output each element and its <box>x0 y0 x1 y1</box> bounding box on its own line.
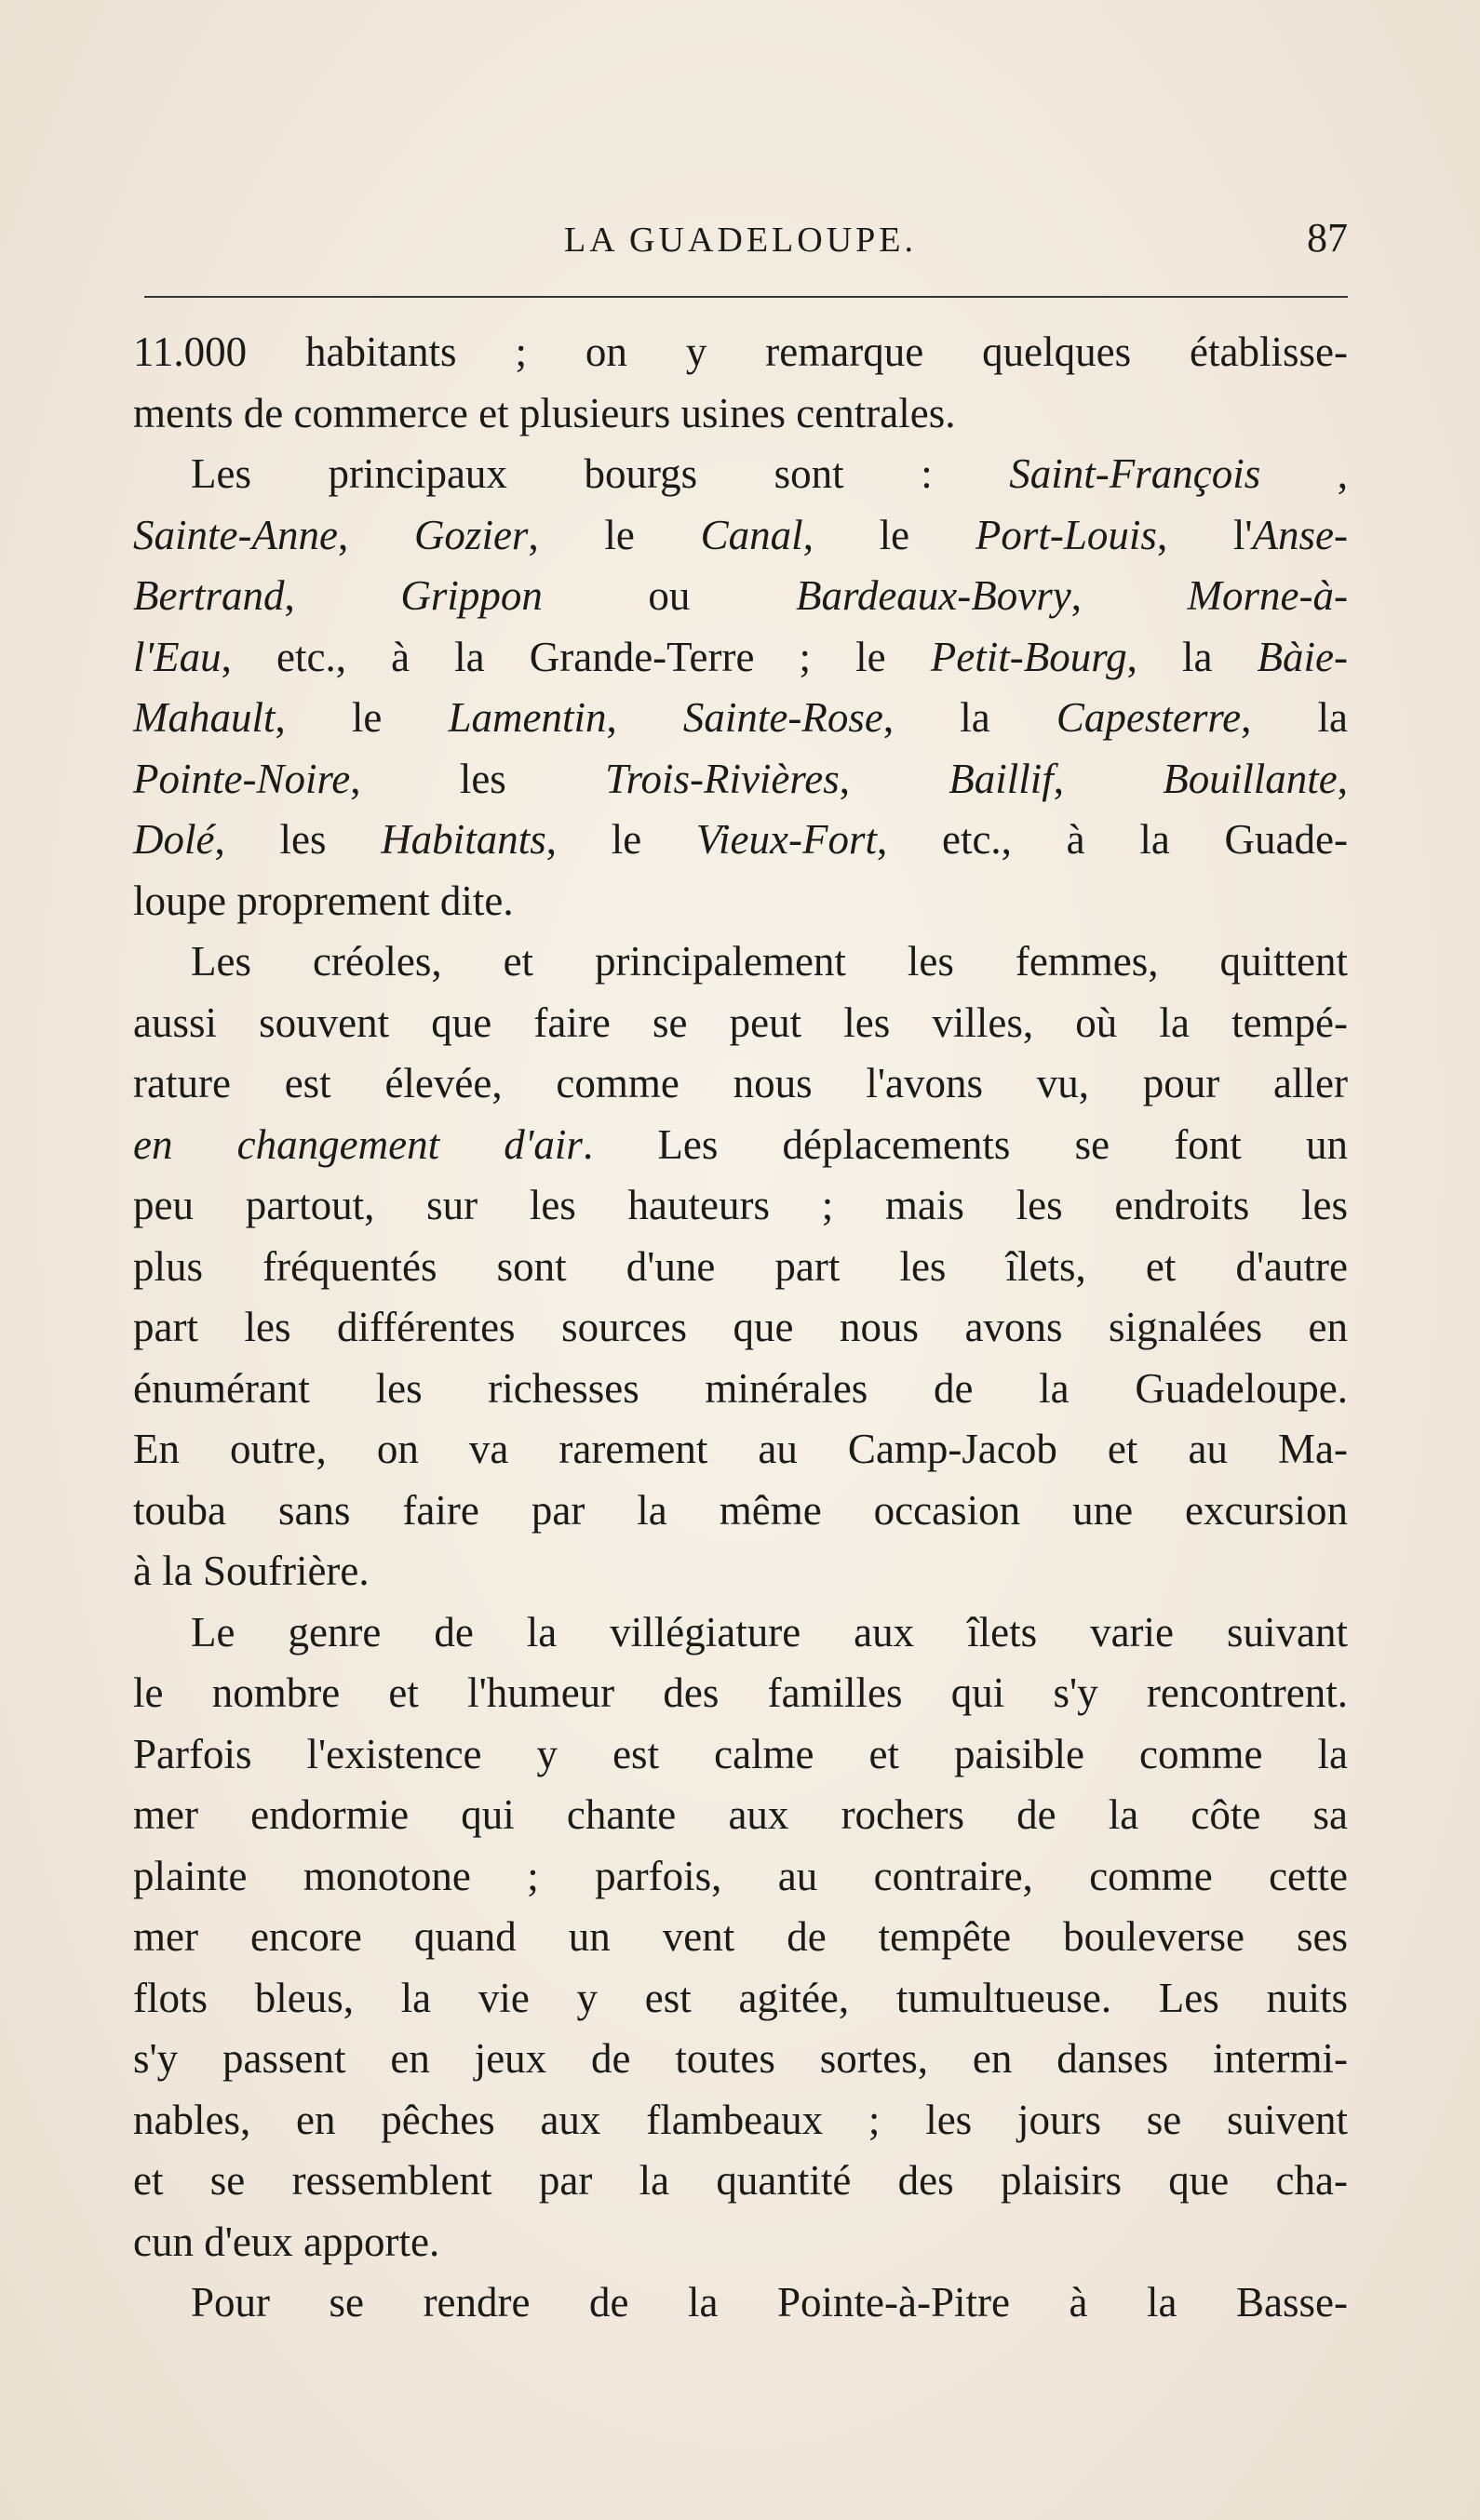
text-run: , <box>606 694 683 741</box>
text-run: touba sans faire par la même occasion une excursion <box>133 1486 1348 1534</box>
italic-text: Petit-Bourg <box>930 633 1127 680</box>
text-line <box>133 444 1348 505</box>
text-line <box>133 1663 1348 1724</box>
italic-text: en changement d'air <box>133 1120 583 1168</box>
italic-text: Habitants <box>381 816 546 863</box>
italic-text: Bardeaux-Bovry <box>796 572 1071 619</box>
text-run: Les créoles, et principalement les femmes, quittent <box>191 938 1348 985</box>
text-run: 11.000 habitants ; on y remarque quelques établisse- <box>133 328 1348 375</box>
text-run: , <box>337 511 414 558</box>
text-line <box>133 871 1348 932</box>
text-run: , <box>1053 755 1164 802</box>
text-run: mer endormie qui chante aux rochers de la côte sa <box>133 1791 1348 1838</box>
italic-text: Canal <box>700 511 803 558</box>
text-run: s'y passent en jeux de toutes sortes, en danses intermi- <box>133 2035 1348 2082</box>
text-run: , le <box>545 816 696 863</box>
italic-text: Lamentin <box>448 694 607 741</box>
text-line <box>133 566 1348 627</box>
italic-text: Anse- <box>1252 511 1349 558</box>
text-line <box>133 1175 1348 1237</box>
text-run: Parfois l'existence y est calme et paisible comme la <box>133 1730 1348 1777</box>
italic-text: Mahault <box>133 694 276 741</box>
text-line <box>133 1907 1348 1968</box>
text-run: mer encore quand un vent de tempête bouleverse ses <box>133 1913 1348 1960</box>
text-line <box>133 1846 1348 1908</box>
italic-text: Baillif <box>949 755 1054 802</box>
text-line <box>133 2151 1348 2212</box>
text-line <box>133 1481 1348 1542</box>
text-line <box>133 2272 1348 2334</box>
text-run: , <box>1337 755 1348 802</box>
text-line <box>133 1602 1348 1664</box>
italic-text: Port-Louis <box>975 511 1157 558</box>
text-line <box>133 322 1348 383</box>
text-run: Le genre de la villégiature aux îlets varie suivant <box>191 1608 1348 1655</box>
italic-text: Bàie- <box>1257 633 1348 680</box>
italic-text: Bertrand <box>133 572 285 619</box>
page-header <box>133 207 1348 262</box>
italic-text: Vieux-Fort <box>695 816 877 863</box>
italic-text: Capesterre <box>1056 694 1242 741</box>
text-line <box>133 1419 1348 1481</box>
text-line <box>133 1359 1348 1420</box>
text-line <box>133 627 1348 689</box>
text-run: ments de commerce et plusieurs usines centrales. <box>133 389 956 436</box>
text-line <box>133 1541 1348 1602</box>
text-run: Pour se rendre de la Pointe-à-Pitre à la Basse- <box>191 2279 1348 2326</box>
italic-text: Sainte-Rose <box>682 694 883 741</box>
header-rule <box>144 296 1348 298</box>
text-run: . Les déplacements se font un <box>582 1120 1349 1168</box>
text-line <box>133 2212 1348 2273</box>
text-line <box>133 2090 1348 2151</box>
text-run: , les <box>214 816 382 863</box>
text-line <box>133 2029 1348 2090</box>
text-run: , <box>839 755 949 802</box>
text-line <box>133 1053 1348 1115</box>
text-line <box>133 688 1348 749</box>
page-number: 87 <box>1307 215 1348 261</box>
text-run: , la <box>1241 694 1349 741</box>
text-run: , les <box>350 755 606 802</box>
text-run: loupe proprement dite. <box>133 877 514 924</box>
text-line <box>133 1968 1348 2030</box>
text-line <box>133 1724 1348 1786</box>
italic-text: Pointe-Noire <box>133 755 351 802</box>
text-run: , <box>1070 572 1188 619</box>
text-run: , etc., à la Guade- <box>877 816 1348 863</box>
italic-text: Bouillante <box>1163 755 1338 802</box>
text-line <box>133 993 1348 1054</box>
text-run: ou <box>542 572 796 619</box>
text-run: En outre, on va rarement au Camp-Jacob et au Ma- <box>133 1426 1348 1472</box>
italic-text: Gozier <box>413 511 529 558</box>
text-line <box>133 1785 1348 1846</box>
italic-text: Grippon <box>400 572 543 619</box>
text-run: Les principaux bourgs sont : <box>191 450 1010 497</box>
italic-text: Dolé <box>133 816 215 863</box>
text-run: aussi souvent que faire se peut les villes, où la tempé- <box>133 999 1348 1046</box>
text-run: et se ressemblent par la quantité des plaisirs que cha- <box>133 2157 1348 2204</box>
text-run: , <box>284 572 401 619</box>
text-run: , le <box>802 511 975 558</box>
text-line <box>133 1297 1348 1359</box>
text-run: , le <box>528 511 701 558</box>
text-run: cun d'eux apporte. <box>133 2218 440 2265</box>
italic-text: Trois-Rivières <box>605 755 840 802</box>
italic-text: Saint-François <box>1009 450 1261 497</box>
text-run: flots bleus, la vie y est agitée, tumultueuse. Les nuits <box>133 1974 1348 2021</box>
text-run: énumérant les richesses minérales de la Guadeloupe. <box>133 1364 1348 1412</box>
text-run: , la <box>882 694 1056 741</box>
text-run: le nombre et l'humeur des familles qui s'y rencontrent. <box>133 1669 1348 1716</box>
text-run: , l' <box>1156 511 1253 558</box>
text-line <box>133 1237 1348 1298</box>
text-run: , le <box>275 694 449 741</box>
text-run: plus fréquentés sont d'une part les îlets, et d'autre <box>133 1242 1348 1290</box>
text-run: , etc., à la Grande-Terre ; le <box>221 633 931 680</box>
text-run: nables, en pêches aux flambeaux ; les jours se suivent <box>133 2096 1348 2143</box>
text-line <box>133 1115 1348 1176</box>
text-run: , la <box>1126 633 1258 680</box>
text-run: part les différentes sources que nous avons signalées en <box>133 1304 1348 1350</box>
italic-text: Sainte-Anne <box>133 511 338 558</box>
italic-text: l'Eau <box>133 633 222 680</box>
text-line <box>133 810 1348 871</box>
body-text <box>133 322 1348 2334</box>
text-run: , <box>1260 450 1348 497</box>
text-run: à la Soufrière. <box>133 1548 370 1594</box>
text-run: plainte monotone ; parfois, au contraire, comme cette <box>133 1852 1348 1899</box>
text-line <box>133 383 1348 445</box>
text-run: peu partout, sur les hauteurs ; mais les endroits les <box>133 1182 1348 1228</box>
italic-text: Morne-à- <box>1187 572 1348 619</box>
text-line <box>133 749 1348 811</box>
running-head: LA GUADELOUPE. <box>564 221 917 260</box>
text-line <box>133 505 1348 567</box>
text-line <box>133 932 1348 993</box>
text-run: rature est élevée, comme nous l'avons vu, pour aller <box>133 1060 1348 1106</box>
